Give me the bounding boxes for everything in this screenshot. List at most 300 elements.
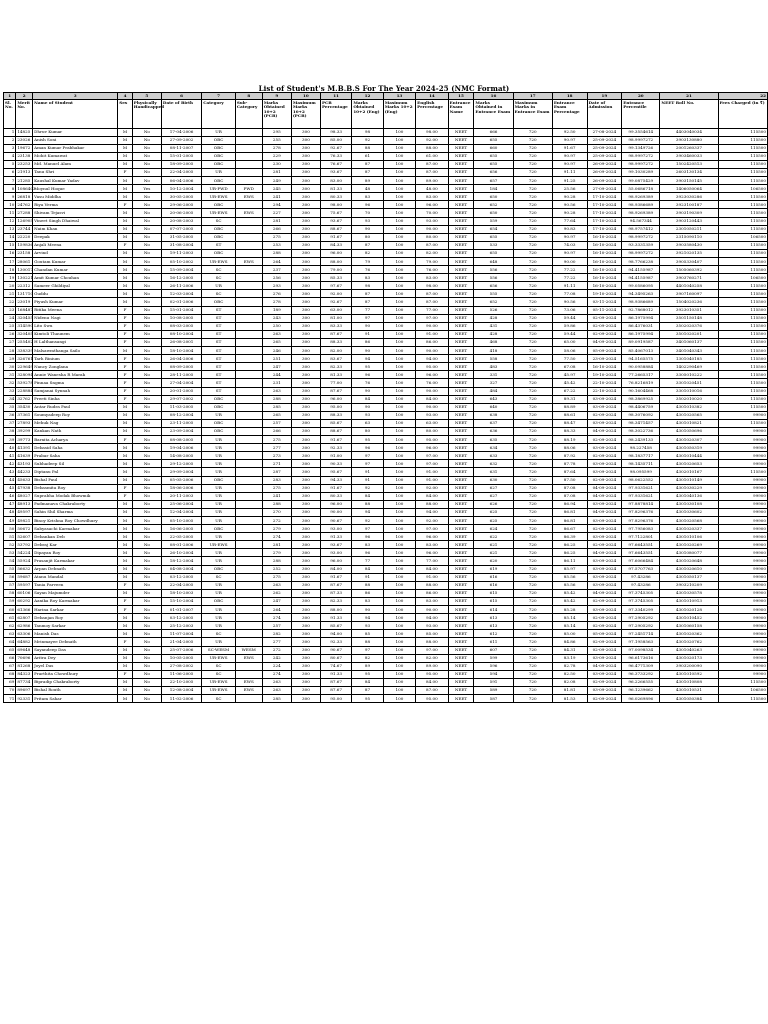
column-header: Sub-Category bbox=[235, 99, 262, 128]
table-cell: UR bbox=[202, 444, 236, 452]
table-cell: 96 bbox=[352, 444, 383, 452]
table-cell: 86.00 bbox=[416, 338, 448, 346]
table-cell: 4301010821 bbox=[660, 419, 718, 427]
table-cell: 87 bbox=[352, 168, 383, 176]
table-cell: 26-10-2004 bbox=[161, 549, 201, 557]
table-cell: 4301010444 bbox=[660, 452, 718, 460]
table-cell: 55 bbox=[4, 565, 16, 573]
table-cell: 720 bbox=[513, 500, 552, 508]
table-cell bbox=[235, 573, 262, 581]
table-cell: 99900 bbox=[718, 646, 767, 654]
table-cell: 720 bbox=[513, 168, 552, 176]
table-cell: 80 bbox=[352, 427, 383, 435]
table-cell: EWS bbox=[235, 193, 262, 201]
table-cell: M bbox=[118, 258, 133, 266]
table-cell: UR-EWS bbox=[202, 193, 236, 201]
table-cell: 76.00 bbox=[416, 266, 448, 274]
column-number: 12 bbox=[352, 93, 383, 100]
table-cell: F bbox=[118, 606, 133, 614]
table-cell: Sabyasachi Karmakar bbox=[33, 525, 118, 533]
table-cell: Mrinmayee Debnath bbox=[33, 638, 118, 646]
table-cell: 255402 bbox=[16, 338, 33, 346]
table-cell: 253 bbox=[262, 241, 291, 249]
table-cell: Sahin Shil Sharma bbox=[33, 508, 118, 516]
table-cell: 246 bbox=[262, 347, 291, 355]
table-cell: 05-11-2024 bbox=[587, 306, 622, 314]
table-cell: 720 bbox=[513, 460, 552, 468]
table-cell: 98.1435711 bbox=[622, 460, 660, 468]
table-cell bbox=[235, 403, 262, 411]
column-header: Date of Admission bbox=[587, 99, 622, 128]
table-cell: 79 bbox=[352, 258, 383, 266]
table-cell: 80 bbox=[352, 233, 383, 241]
table-cell: M bbox=[118, 622, 133, 630]
table-cell: 1 bbox=[4, 128, 16, 136]
table-cell: OBC bbox=[202, 395, 236, 403]
table-cell: 16-06-2005 bbox=[161, 525, 201, 533]
table-row bbox=[4, 136, 768, 144]
table-cell: 100 bbox=[383, 168, 415, 176]
table-cell: 48913 bbox=[16, 500, 33, 508]
table-cell: 86.11 bbox=[552, 557, 587, 565]
table-cell: 91.67 bbox=[320, 484, 351, 492]
table-cell: 27-08-2024 bbox=[587, 128, 622, 136]
table-cell: 61 bbox=[4, 614, 16, 622]
table-cell: 16-10-2024 bbox=[587, 233, 622, 241]
table-cell: 57 bbox=[4, 581, 16, 589]
table-cell: 12-08-2004 bbox=[161, 686, 201, 694]
table-cell: 720 bbox=[513, 597, 552, 605]
table-cell: 20-11-2003 bbox=[161, 492, 201, 500]
table-row bbox=[4, 436, 768, 444]
table-cell: 720 bbox=[513, 379, 552, 387]
table-cell: ST bbox=[202, 306, 236, 314]
table-cell: 92.50 bbox=[552, 128, 587, 136]
table-cell: 91.33 bbox=[320, 533, 351, 541]
table-cell: 90 bbox=[352, 403, 383, 411]
table-cell: 28061 bbox=[16, 258, 33, 266]
table-cell: 61366 bbox=[16, 606, 33, 614]
table-cell: 88.67 bbox=[320, 427, 351, 435]
table-cell: F bbox=[118, 484, 133, 492]
table-cell: M bbox=[118, 541, 133, 549]
table-cell: 90.00 bbox=[320, 508, 351, 516]
table-cell: 19-10-2024 bbox=[587, 371, 622, 379]
table-cell: 4301040136 bbox=[660, 492, 718, 500]
table-cell: 300 bbox=[291, 622, 320, 630]
table-cell: 97 bbox=[352, 314, 383, 322]
table-cell: 85.33 bbox=[320, 274, 351, 282]
table-cell: 300 bbox=[291, 363, 320, 371]
table-cell: 99900 bbox=[718, 460, 767, 468]
table-cell: 100 bbox=[383, 338, 415, 346]
table-row bbox=[4, 371, 768, 379]
table-cell: 126905 bbox=[16, 217, 33, 225]
table-cell: 02-09-2024 bbox=[587, 638, 622, 646]
table-cell: 100 bbox=[383, 330, 415, 338]
table-cell: NEET bbox=[448, 597, 474, 605]
table-cell: No bbox=[132, 557, 161, 565]
table-cell: 95 bbox=[352, 695, 383, 703]
table-cell: 69 bbox=[4, 678, 16, 686]
table-cell: NEET bbox=[448, 411, 474, 419]
table-cell: 320455 bbox=[16, 314, 33, 322]
table-cell: 63.00 bbox=[320, 306, 351, 314]
table-cell: 91.00 bbox=[416, 476, 448, 484]
table-cell: 90.28 bbox=[552, 209, 587, 217]
table-cell: 300 bbox=[291, 241, 320, 249]
table-cell: 99900 bbox=[718, 606, 767, 614]
table-cell: 720 bbox=[513, 160, 552, 168]
table-cell bbox=[235, 622, 262, 630]
table-cell: 27-09-2024 bbox=[587, 185, 622, 193]
table-cell: 97.7122801 bbox=[622, 533, 660, 541]
table-cell: 654 bbox=[474, 225, 513, 233]
table-cell: 84.33 bbox=[320, 241, 351, 249]
table-cell: Piyush Kumar bbox=[33, 298, 118, 306]
table-cell: 282 bbox=[262, 630, 291, 638]
table-cell: 90 bbox=[352, 606, 383, 614]
table-cell: 98.9269389 bbox=[622, 193, 660, 201]
table-cell: 96.0269896 bbox=[622, 695, 660, 703]
table-cell: 4301020362 bbox=[660, 630, 718, 638]
table-cell: 21913 bbox=[16, 168, 33, 176]
table-cell: NEET bbox=[448, 638, 474, 646]
table-cell: 265 bbox=[262, 338, 291, 346]
table-cell: 263 bbox=[262, 387, 291, 395]
table-cell: 02-09-2024 bbox=[587, 622, 622, 630]
table-cell: 106500 bbox=[718, 233, 767, 241]
table-cell: 255 bbox=[262, 136, 291, 144]
column-header: Sex bbox=[118, 99, 133, 128]
table-cell: 556 bbox=[474, 274, 513, 282]
table-cell: NEET bbox=[448, 614, 474, 622]
table-cell bbox=[235, 484, 262, 492]
table-cell: 95 bbox=[352, 436, 383, 444]
table-cell: 54224 bbox=[16, 549, 33, 557]
table-cell: 615 bbox=[474, 589, 513, 597]
table-cell: 16-10-2024 bbox=[587, 241, 622, 249]
table-cell: OBC bbox=[202, 403, 236, 411]
table-cell: 650 bbox=[474, 209, 513, 217]
table-cell: 03-09-2024 bbox=[587, 606, 622, 614]
table-cell: 77.22 bbox=[552, 266, 587, 274]
table-cell: 59.44 bbox=[552, 314, 587, 322]
table-cell: NEET bbox=[448, 274, 474, 282]
table-cell: 05-05-2006 bbox=[161, 476, 201, 484]
table-cell: M bbox=[118, 517, 133, 525]
table-cell: 100 bbox=[383, 128, 415, 136]
table-cell: UR bbox=[202, 128, 236, 136]
table-cell: 05-10-2005 bbox=[161, 517, 201, 525]
table-cell: 274 bbox=[262, 614, 291, 622]
table-cell: 300 bbox=[291, 322, 320, 330]
table-cell: 300 bbox=[291, 670, 320, 678]
column-number: 10 bbox=[291, 93, 320, 100]
table-cell: 24 bbox=[4, 314, 16, 322]
table-cell: F bbox=[118, 670, 133, 678]
table-cell: 86 bbox=[352, 589, 383, 597]
table-cell: OBC bbox=[202, 476, 236, 484]
table-cell: 02-09-2024 bbox=[587, 695, 622, 703]
table-cell bbox=[235, 322, 262, 330]
table-cell: 4301010106 bbox=[660, 533, 718, 541]
table-cell: 85.56 bbox=[552, 581, 587, 589]
table-cell: 720 bbox=[513, 177, 552, 185]
table-cell: Nancy Zonglana bbox=[33, 363, 118, 371]
table-cell: 05-10-2002 bbox=[161, 258, 201, 266]
table-cell: 612 bbox=[474, 630, 513, 638]
table-cell: 625 bbox=[474, 508, 513, 516]
table-cell: No bbox=[132, 322, 161, 330]
table-cell: 83.19 bbox=[552, 654, 587, 662]
table-row bbox=[4, 508, 768, 516]
table-cell: 100 bbox=[383, 670, 415, 678]
table-cell: 720 bbox=[513, 670, 552, 678]
table-cell: 300 bbox=[291, 152, 320, 160]
table-cell: ST bbox=[202, 338, 236, 346]
table-cell: UR bbox=[202, 436, 236, 444]
table-cell: 94.33 bbox=[320, 476, 351, 484]
table-cell: 94 bbox=[352, 614, 383, 622]
table-cell: No bbox=[132, 411, 161, 419]
table-cell: 02-09-2024 bbox=[587, 314, 622, 322]
table-cell: 04-09-2024 bbox=[587, 508, 622, 516]
table-cell: 31-05-2005 bbox=[161, 233, 201, 241]
table-cell: 4301010913 bbox=[660, 597, 718, 605]
table-cell: NEET bbox=[448, 662, 474, 670]
table-cell: No bbox=[132, 541, 161, 549]
table-cell: 300 bbox=[291, 266, 320, 274]
table-cell: 89.0919587 bbox=[622, 338, 660, 346]
table-cell: 4301020653 bbox=[660, 460, 718, 468]
table-cell: 98.9997272 bbox=[622, 233, 660, 241]
table-cell: 91.67 bbox=[320, 233, 351, 241]
table-cell: 314590 bbox=[16, 322, 33, 330]
table-cell: Debraj Kar bbox=[33, 541, 118, 549]
table-cell: 300 bbox=[291, 468, 320, 476]
table-cell: Sayandeep Das bbox=[33, 646, 118, 654]
table-cell: 37 bbox=[4, 419, 16, 427]
table-cell: 271 bbox=[262, 460, 291, 468]
table-cell: 300 bbox=[291, 695, 320, 703]
table-cell: 99900 bbox=[718, 525, 767, 533]
table-row bbox=[4, 249, 768, 257]
table-cell bbox=[235, 225, 262, 233]
table-cell: ST bbox=[202, 371, 236, 379]
table-cell: 418 bbox=[474, 347, 513, 355]
table-cell: 59.86 bbox=[552, 322, 587, 330]
table-cell: 720 bbox=[513, 492, 552, 500]
table-cell: 39299 bbox=[16, 427, 33, 435]
table-cell: 720 bbox=[513, 654, 552, 662]
table-cell: NEET bbox=[448, 330, 474, 338]
table-cell: 94.4155987 bbox=[622, 266, 660, 274]
table-cell: 720 bbox=[513, 468, 552, 476]
table-row bbox=[4, 306, 768, 314]
table-cell: 100 bbox=[383, 533, 415, 541]
table-cell: NEET bbox=[448, 258, 474, 266]
table-cell: 300 bbox=[291, 573, 320, 581]
table-cell: 106500 bbox=[718, 274, 767, 282]
table-cell: 91.11 bbox=[552, 168, 587, 176]
table-cell: M bbox=[118, 128, 133, 136]
table-cell: 281 bbox=[262, 168, 291, 176]
table-cell: 90.00 bbox=[416, 225, 448, 233]
table-cell: 90 bbox=[352, 322, 383, 330]
table-cell: 76 bbox=[352, 379, 383, 387]
table-cell: UR bbox=[202, 549, 236, 557]
table-cell: 63 bbox=[4, 630, 16, 638]
table-cell: 281 bbox=[262, 541, 291, 549]
table-cell: 11-06-2005 bbox=[161, 670, 201, 678]
table-cell: 4301010382 bbox=[660, 403, 718, 411]
table-cell: 76.00 bbox=[416, 379, 448, 387]
table-cell: 100 bbox=[383, 589, 415, 597]
table-cell: 300 bbox=[291, 306, 320, 314]
table-cell: 81.81 bbox=[552, 686, 587, 694]
table-cell: 331 bbox=[474, 371, 513, 379]
table-cell: 96.00 bbox=[320, 395, 351, 403]
table-cell: 4301010531 bbox=[660, 686, 718, 694]
table-cell: Prasanjit Karmakar bbox=[33, 557, 118, 565]
table-cell: 615 bbox=[474, 597, 513, 605]
table-row bbox=[4, 152, 768, 160]
table-cell: 300 bbox=[291, 638, 320, 646]
table-cell: 20-01-2005 bbox=[161, 387, 201, 395]
table-cell: 99900 bbox=[718, 557, 767, 565]
table-cell: 720 bbox=[513, 152, 552, 160]
table-cell: OBC bbox=[202, 152, 236, 160]
table-cell: 86.25 bbox=[552, 541, 587, 549]
table-cell: No bbox=[132, 646, 161, 654]
table-cell bbox=[235, 282, 262, 290]
table-cell: Arpan Debnath bbox=[33, 565, 118, 573]
table-cell: 47938 bbox=[16, 484, 33, 492]
table-cell: 106500 bbox=[718, 686, 767, 694]
table-cell: 80.67 bbox=[320, 654, 351, 662]
table-row bbox=[4, 225, 768, 233]
table-cell: 77.2665317 bbox=[622, 371, 660, 379]
table-cell: Shivam Tejasvi bbox=[33, 209, 118, 217]
table-cell: 720 bbox=[513, 193, 552, 201]
table-cell: SC bbox=[202, 274, 236, 282]
table-cell: Tarh Rinium bbox=[33, 355, 118, 363]
table-cell: Padmanava Chakraborty bbox=[33, 500, 118, 508]
table-cell: 18 bbox=[4, 266, 16, 274]
table-cell: 96.00 bbox=[416, 371, 448, 379]
table-cell: 300 bbox=[291, 444, 320, 452]
table-cell: 61.00 bbox=[416, 152, 448, 160]
table-cell: M bbox=[118, 177, 133, 185]
table-cell: No bbox=[132, 436, 161, 444]
table-cell: 428 bbox=[474, 314, 513, 322]
table-cell: Aanika Roy Karmakar bbox=[33, 597, 118, 605]
table-cell: 44233 bbox=[16, 468, 33, 476]
table-cell: 90.97 bbox=[552, 152, 587, 160]
table-cell: OBC bbox=[202, 427, 236, 435]
table-cell bbox=[235, 508, 262, 516]
table-cell: 115500 bbox=[718, 355, 767, 363]
table-cell: 15-01-2005 bbox=[161, 152, 201, 160]
table-cell: 88.19 bbox=[552, 436, 587, 444]
table-cell: OBC bbox=[202, 565, 236, 573]
table-cell: 91.00 bbox=[416, 330, 448, 338]
table-cell: 3305010222 bbox=[660, 371, 718, 379]
table-cell: 08-11-2007 bbox=[161, 144, 201, 152]
table-row bbox=[4, 573, 768, 581]
table-cell: 97 bbox=[352, 460, 383, 468]
table-cell: 300 bbox=[291, 484, 320, 492]
table-cell: 28-11-2005 bbox=[161, 371, 201, 379]
table-cell: 98.2439133 bbox=[622, 436, 660, 444]
table-cell: 27893 bbox=[16, 419, 33, 427]
table-cell: 720 bbox=[513, 419, 552, 427]
table-cell: 03-09-2024 bbox=[587, 468, 622, 476]
table-cell: 16-10-2024 bbox=[587, 266, 622, 274]
table-cell: 84 bbox=[352, 678, 383, 686]
table-cell: Atanu Mandal bbox=[33, 573, 118, 581]
table-cell: 87.00 bbox=[416, 241, 448, 249]
table-cell: 03-09-2024 bbox=[587, 444, 622, 452]
table-cell: NEET bbox=[448, 500, 474, 508]
table-cell: Chandan Kumar bbox=[33, 266, 118, 274]
table-cell: NEET bbox=[448, 573, 474, 581]
table-cell: 02-09-2024 bbox=[587, 525, 622, 533]
column-number: 6 bbox=[161, 93, 201, 100]
table-cell: 96.6173616 bbox=[622, 654, 660, 662]
table-cell: 96 bbox=[352, 201, 383, 209]
table-cell: 265 bbox=[262, 411, 291, 419]
table-cell: No bbox=[132, 177, 161, 185]
table-cell: 80.33 bbox=[320, 193, 351, 201]
table-cell: 87.67 bbox=[320, 581, 351, 589]
table-cell: 82.00 bbox=[416, 654, 448, 662]
table-cell: 26-09-2024 bbox=[587, 168, 622, 176]
table-row bbox=[4, 597, 768, 605]
column-header: Marks Obtained in Entrance Exam bbox=[474, 99, 513, 128]
table-cell: 300 bbox=[291, 549, 320, 557]
table-cell: 85.42 bbox=[552, 597, 587, 605]
table-cell: No bbox=[132, 573, 161, 581]
table-cell: 02-09-2024 bbox=[587, 597, 622, 605]
table-cell: 300 bbox=[291, 630, 320, 638]
table-cell: 624 bbox=[474, 525, 513, 533]
table-cell: 633 bbox=[474, 452, 513, 460]
table-cell: 87.67 bbox=[320, 686, 351, 694]
table-cell: 115500 bbox=[718, 322, 767, 330]
table-cell: Naim Khan bbox=[33, 225, 118, 233]
table-cell: Malsawmthanga Sailo bbox=[33, 347, 118, 355]
table-cell: 26-08-2001 bbox=[161, 338, 201, 346]
table-cell: 87 bbox=[352, 241, 383, 249]
table-cell: NEET bbox=[448, 282, 474, 290]
table-cell: 7 bbox=[4, 177, 16, 185]
table-cell: 99900 bbox=[718, 589, 767, 597]
table-cell: SC bbox=[202, 573, 236, 581]
table-cell: 82.00 bbox=[416, 249, 448, 257]
table-row bbox=[4, 662, 768, 670]
table-cell: 87.00 bbox=[416, 168, 448, 176]
table-cell: 15-09-2004 bbox=[161, 266, 201, 274]
table-cell: 627 bbox=[474, 484, 513, 492]
table-cell: 56632 bbox=[16, 565, 33, 573]
table-cell: 100 bbox=[383, 314, 415, 322]
table-cell: 04-09-2024 bbox=[587, 492, 622, 500]
table-cell: F bbox=[118, 168, 133, 176]
table-cell: No bbox=[132, 136, 161, 144]
table-cell: 67.08 bbox=[552, 363, 587, 371]
